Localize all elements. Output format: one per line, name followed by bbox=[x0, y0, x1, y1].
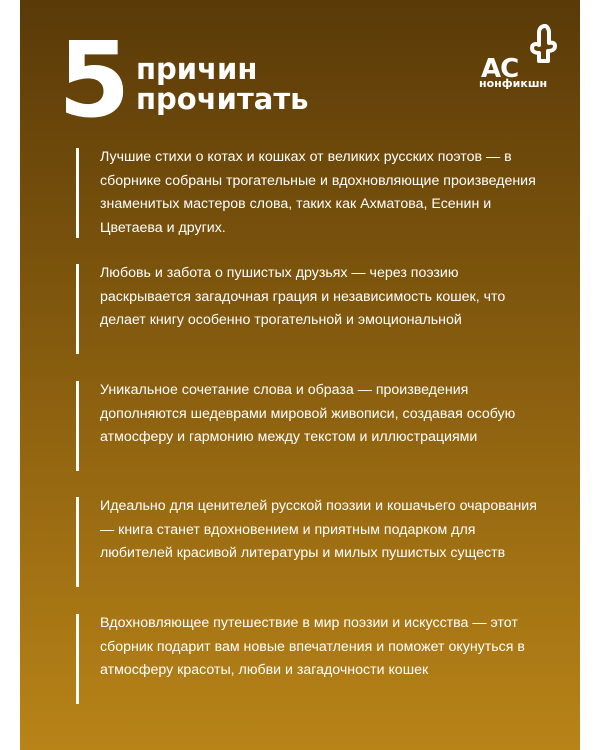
promo-card bbox=[20, 0, 580, 750]
publisher-logo bbox=[475, 22, 575, 102]
reason-bar bbox=[76, 497, 79, 587]
reason-bar bbox=[76, 381, 79, 471]
logo-subtitle: нонфикшн bbox=[479, 77, 548, 90]
reason-text: Уникальное сочетание слова и образа — произведения дополняются шедеврами мировой живописи, создавая особую атмосферу и гармонию между текстом и иллюстрациями bbox=[100, 382, 516, 445]
reason-bar bbox=[76, 614, 79, 704]
reason-text: Любовь и забота о пушистых друзьях — через поэзию раскрывается загадочная грация и независимость кошек, что делает книгу особенно трогательной и эмоциональной bbox=[100, 265, 506, 328]
reasons-count: 5 bbox=[58, 19, 131, 141]
reason-bar bbox=[76, 148, 79, 238]
reason-text: Идеально для ценителей русской поэзии и кошачьего очарования — книга станет вдохновением и приятным подарком для любителей красивой литературы и милых пушистых существ bbox=[100, 498, 537, 561]
page-title bbox=[136, 54, 308, 114]
title-line-2: прочитать bbox=[136, 82, 309, 116]
reason-bar bbox=[76, 264, 79, 354]
reason-text: Лучшие стихи о котах и кошках от великих русских поэтов — в сборнике собраны трогательные и вдохновляющие произведения знаменитых мастеров слова, таких как Ахматова, Есенин и Цветаева и других. bbox=[100, 149, 536, 236]
logo-brand: АС bbox=[481, 54, 519, 84]
reason-text: Вдохновляющее путешествие в мир поэзии и искусства — этот сборник подарит вам новые впечатления и поможет окунуться в атмосферу красоты, любви и загадочности кошек bbox=[100, 615, 525, 678]
title-line-1: причин bbox=[136, 52, 258, 86]
